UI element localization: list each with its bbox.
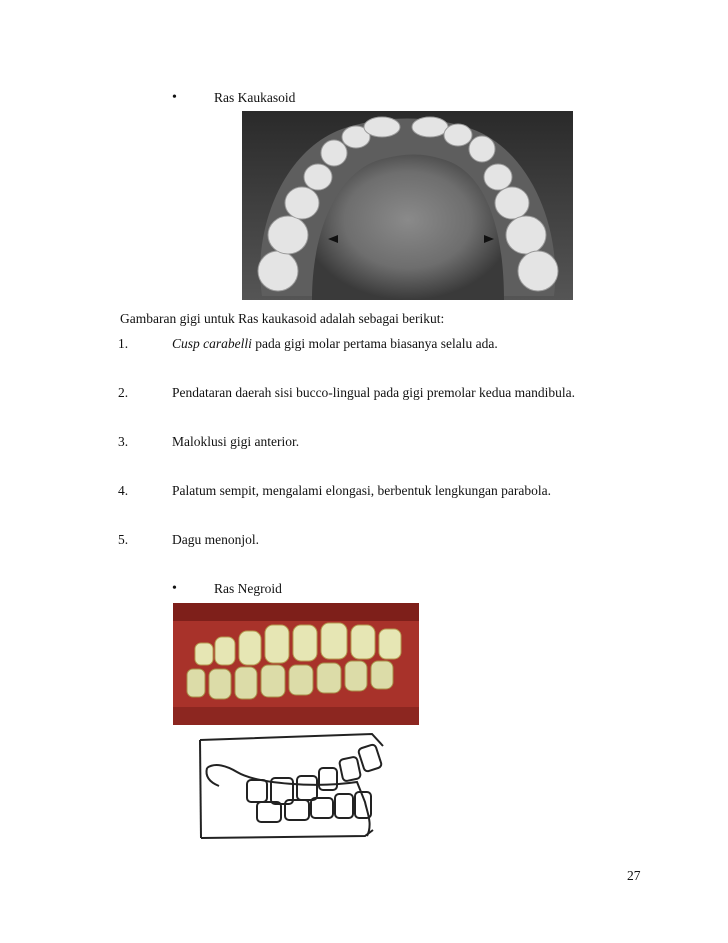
list-item-number: 1. [118,336,129,351]
list-item-number: 3. [118,434,129,449]
page-number: 27 [627,868,641,883]
list-item-number: 2. [118,385,129,400]
maxillary-arch-photo [242,111,573,300]
list-item-body: pada gigi molar pertama biasanya selalu ada. [251,336,498,351]
heading-ras-kaukasoid: Ras Kaukasoid [214,90,296,105]
intro-text: Gambaran gigi untuk Ras kaukasoid adalah sebagai berikut: [120,311,445,326]
list-item-text [172,336,498,352]
list-item-text: Pendataran daerah sisi bucco-lingual pada gigi premolar kedua mandibula. [172,385,575,400]
bullet-negroid: • [172,581,177,596]
heading-ras-negroid: Ras Negroid [214,581,282,596]
negroid-teeth-photo [173,603,419,725]
list-item-text: Palatum sempit, mengalami elongasi, berbentuk lengkungan parabola. [172,483,552,498]
list-item-number: 5. [118,532,129,547]
italic-term: Cusp carabelli [172,336,252,351]
list-item-text: Maloklusi gigi anterior. [172,434,300,449]
list-item-text: Dagu menonjol. [172,532,259,547]
jaw-line-drawing [197,732,387,842]
bullet-kaukasoid: • [172,90,177,105]
list-item-number: 4. [118,483,129,498]
